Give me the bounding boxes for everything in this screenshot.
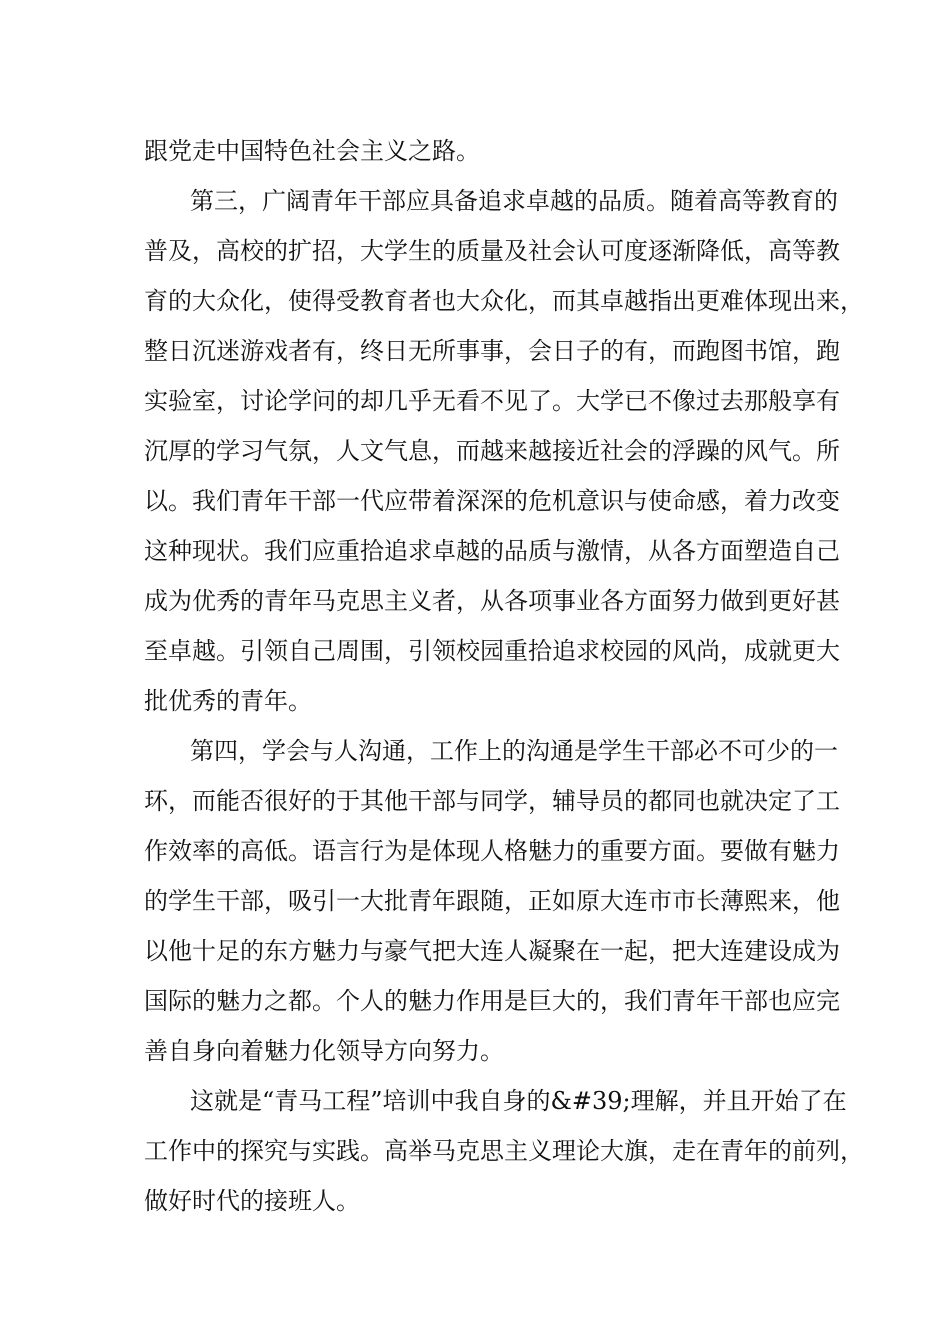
text-line: 跟党走中国特色社会主义之路。 xyxy=(144,137,480,165)
paragraph-first-line: 第四，学会与人沟通，工作上的沟通是学生干部必不可少的一 xyxy=(190,737,838,765)
text-line: 这种现状。我们应重拾追求卓越的品质与激情，从各方面塑造自己 xyxy=(144,537,840,565)
text-line: 作效率的高低。语言行为是体现人格魅力的重要方面。要做有魅力 xyxy=(144,837,840,865)
text-line: 的学生干部，吸引一大批青年跟随，正如原大连市市长薄熙来，他 xyxy=(144,887,840,915)
text-line: 以。我们青年干部一代应带着深深的危机意识与使命感，着力改变 xyxy=(144,487,840,515)
paragraph-first-line: 这就是“青马工程”培训中我自身的&#39;理解，并且开始了在 xyxy=(190,1087,847,1115)
text-line: 至卓越。引领自己周围，引领校园重拾追求校园的风尚，成就更大 xyxy=(144,637,840,665)
text-line: 以他十足的东方魅力与豪气把大连人凝聚在一起，把大连建设成为 xyxy=(144,937,840,965)
text-line: 批优秀的青年。 xyxy=(144,687,312,715)
text-line: 沉厚的学习气氛，人文气息，而越来越接近社会的浮躁的风气。所 xyxy=(144,437,840,465)
text-line: 普及，高校的扩招，大学生的质量及社会认可度逐渐降低，高等教 xyxy=(144,237,840,265)
text-line: 工作中的探究与实践。高举马克思主义理论大旗，走在青年的前列， xyxy=(144,1137,864,1165)
text-line: 善自身向着魅力化领导方向努力。 xyxy=(144,1037,504,1065)
text-line: 育的大众化，使得受教育者也大众化，而其卓越指出更难体现出来， xyxy=(144,287,864,315)
paragraph-first-line: 第三，广阔青年干部应具备追求卓越的品质。随着高等教育的 xyxy=(190,187,838,215)
text-line: 成为优秀的青年马克思主义者，从各项事业各方面努力做到更好甚 xyxy=(144,587,840,615)
text-line: 做好时代的接班人。 xyxy=(144,1187,360,1215)
text-line: 国际的魅力之都。个人的魅力作用是巨大的，我们青年干部也应完 xyxy=(144,987,840,1015)
text-line: 整日沉迷游戏者有，终日无所事事，会日子的有，而跑图书馆，跑 xyxy=(144,337,840,365)
text-line: 环，而能否很好的于其他干部与同学，辅导员的都同也就决定了工 xyxy=(144,787,840,815)
text-line: 实验室，讨论学问的却几乎无看不见了。大学已不像过去那般享有 xyxy=(144,387,840,415)
